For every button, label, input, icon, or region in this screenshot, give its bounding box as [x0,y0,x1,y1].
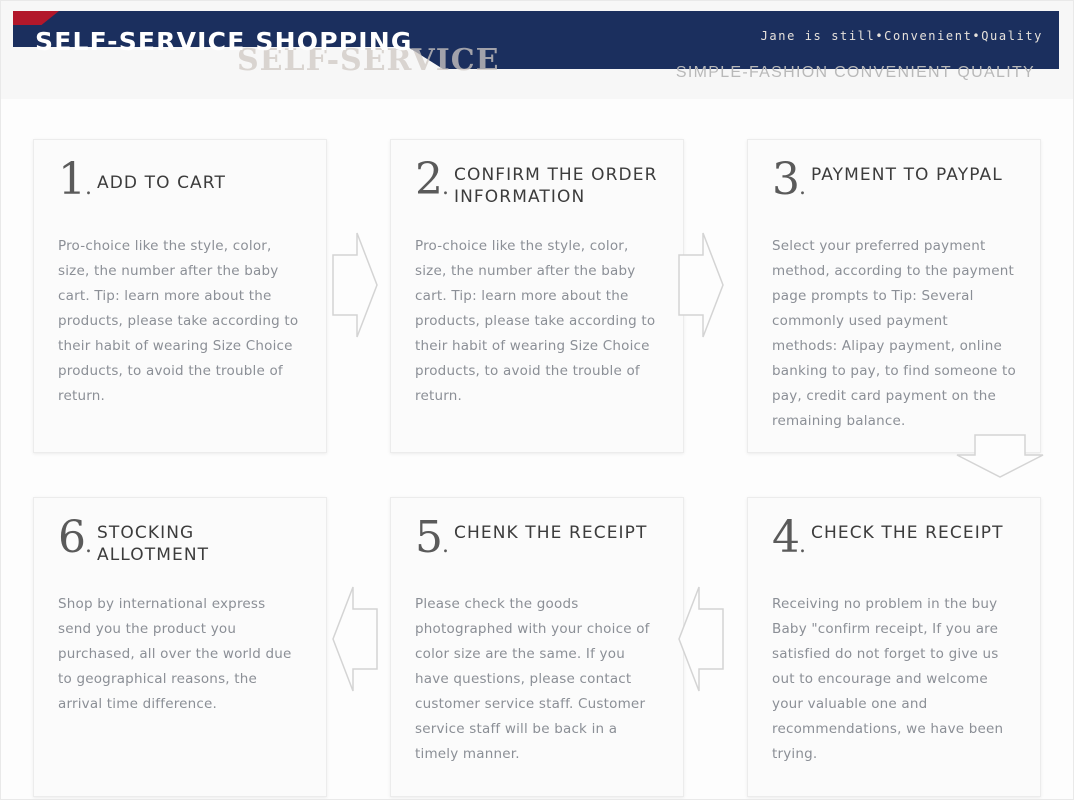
step-6-body: Shop by international express send you the product you purchased, all over the world due to geographical reasons, the arrival time difference. [58,596,292,712]
step-card-2 [390,139,684,453]
step-3-head [772,154,1016,222]
step-5-number: 5. [415,512,448,563]
step-2-head [415,154,659,222]
step-1-title: ADD TO CART [97,173,226,193]
page-header [1,1,1073,99]
flow-arrow-left-icon [331,583,379,695]
page-title: SELF-SERVICE SHOPPING [35,27,413,56]
step-card-6 [33,497,327,797]
step-6-number: 6. [58,512,91,563]
step-2-body: Pro-choice like the style, color, size, the number after the baby cart. Tip: learn more about the products, please take according to their habit of wearing Size Choice products, to avoid the trouble of return. [415,238,656,404]
step-2-number: 2. [415,154,448,205]
step-1-body: Pro-choice like the style, color, size, the number after the baby cart. Tip: learn more about the products, please take according to their habit of wearing Size Choice products, to avoid the trouble of return. [58,238,299,404]
step-4-head [772,512,1016,580]
steps-row-bottom [33,497,1041,797]
step-3-number: 3. [772,154,805,205]
step-5-head [415,512,659,580]
step-6-title: STOCKING ALLOTMENT [97,523,210,565]
header-watermark-text: SELF-SERVICE [237,43,500,78]
step-1-head [58,154,302,222]
flow-arrow-down-icon [955,433,1045,479]
step-5-body: Please check the goods photographed with your choice of color size are the same. If you have questions, please contact customer service staff. Customer service staff will be back in a timely manner. [415,596,650,762]
steps-row-top [33,139,1041,453]
flow-arrow-left-icon [677,583,725,695]
step-3-title: PAYMENT TO PAYPAL [811,165,1003,185]
step-1-number: 1. [58,154,91,205]
step-card-1 [33,139,327,453]
step-card-3 [747,139,1041,453]
header-subtitle: SIMPLE-FASHION CONVENIENT QUALITY [675,64,1035,81]
header-tagline: Jane is still•Convenient•Quality [760,29,1043,43]
flow-arrow-right-icon [331,229,379,341]
step-card-4 [747,497,1041,797]
step-3-body: Select your preferred payment method, according to the payment page prompts to Tip: Several commonly used payment methods: Alipay payment, online banking to pay, to find someone to pay, credit card payment on the remaining balance. [772,238,1016,429]
flow-arrow-right-icon [677,229,725,341]
step-6-head [58,512,302,580]
step-4-body: Receiving no problem in the buy Baby "confirm receipt, If you are satisfied do not forget to give us out to encourage and welcome your valuable one and recommendations, we have been trying. [772,596,1004,762]
step-2-title: CONFIRM THE ORDER INFORMATION [454,165,658,207]
steps-grid [1,99,1073,797]
step-5-title: CHENK THE RECEIPT [454,523,648,543]
step-card-5 [390,497,684,797]
step-4-number: 4. [772,512,805,563]
step-4-title: CHECK THE RECEIPT [811,523,1004,543]
